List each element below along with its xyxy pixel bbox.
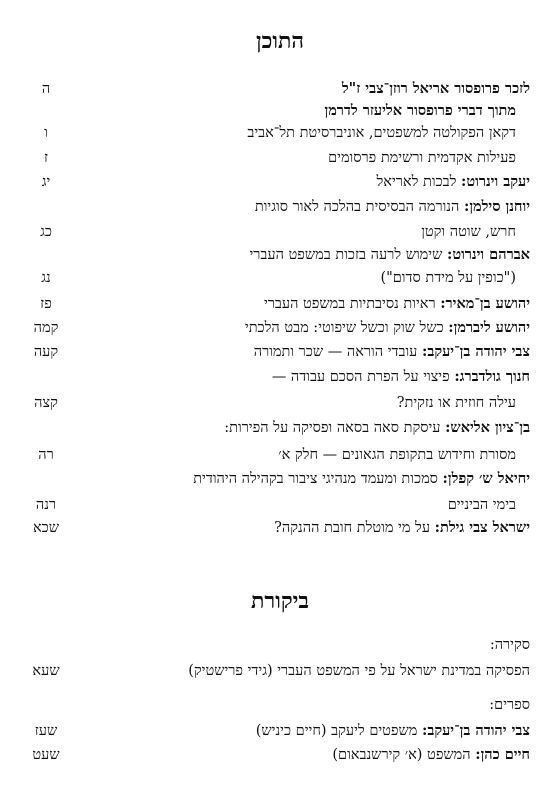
- review-entry: [20, 744, 530, 766]
- toc-author: בן־ציון אליאש:: [445, 419, 530, 436]
- toc-entry: [20, 392, 530, 414]
- toc-entry-text: [274, 517, 530, 539]
- toc-entry: [20, 317, 530, 339]
- toc-entry: [20, 171, 530, 193]
- review-entry: [20, 660, 530, 682]
- toc-author: צבי יהודה בן־יעקב:: [422, 343, 530, 360]
- review-page-number: שעא: [32, 663, 60, 679]
- toc-title: לבכות לאריאל: [376, 174, 457, 190]
- review-section-label: סקירה:: [489, 637, 530, 653]
- review-author: צבי יהודה בן־יעקב:: [422, 722, 530, 739]
- toc-entry: [20, 100, 530, 122]
- toc-title: עובדי הוראה — שכר ותמורה: [253, 344, 418, 360]
- review-title: משפטים ליעקב (חיים כיניש): [255, 723, 418, 739]
- toc-title: עילה חוזית או נזקית?: [396, 395, 516, 411]
- review-page-number: שעט: [32, 747, 60, 763]
- toc-title: שימוש לרעה בזכות במשפט העברי: [249, 247, 443, 263]
- toc-title: על מי מוטלת חובת ההנקה?: [274, 520, 431, 536]
- toc-entry-text: [193, 468, 530, 490]
- toc-page-number: קמה: [33, 320, 59, 336]
- toc-entry-text: [328, 147, 516, 169]
- toc-page-number: רנה: [35, 497, 57, 513]
- toc-author: חנוך גולדברג:: [454, 368, 530, 385]
- toc-entry-text: [255, 196, 530, 218]
- toc-page-number: נג: [41, 270, 51, 286]
- review-title: הפסיקה במדינת ישראל על פי המשפט העברי (גידי פרישטיק): [188, 663, 530, 679]
- toc-entry-text: [421, 221, 516, 243]
- toc-entry: [20, 78, 530, 100]
- toc-entry: [20, 468, 530, 490]
- toc-entry: [20, 147, 530, 169]
- toc-entry-text: [380, 267, 516, 289]
- review-entry: [20, 720, 530, 742]
- review-entry-text: [256, 720, 530, 742]
- toc-title: ראיות נסיבתיות במשפט העברי: [263, 296, 436, 312]
- toc-author: יחיאל ש׳ קפלן:: [442, 470, 530, 487]
- toc-page-number: ז: [43, 150, 49, 166]
- toc-entry: [20, 444, 530, 466]
- review-entry-text: [489, 694, 530, 716]
- toc-entry: [20, 196, 530, 218]
- toc-entry: [20, 366, 530, 388]
- toc-entry: [20, 517, 530, 539]
- review-title: המשפט (א׳ קירשנבאום): [332, 747, 471, 763]
- toc-title: הנורמה הבסיסית בהלכה לאור סוגיות: [254, 199, 460, 215]
- toc-title: ("כופין על מידת סדום"): [380, 270, 516, 286]
- toc-title: מסורת וחידוש בתקופת הגאונים — חלק א׳: [278, 447, 516, 463]
- toc-entry: [20, 293, 530, 315]
- toc-entry-text: [448, 494, 516, 516]
- toc-entry: [20, 494, 530, 516]
- toc-page-number: פז: [40, 296, 52, 312]
- review-entry-text: [188, 660, 530, 682]
- toc-page-number: כג: [40, 224, 52, 240]
- review-entry: [20, 694, 530, 716]
- toc-author: יהושע בן־מאיר:: [440, 295, 530, 312]
- toc-title: פעילות אקדמית ורשימת פרסומים: [328, 150, 516, 166]
- review-entry: [20, 634, 530, 656]
- toc-page-number: ו: [44, 125, 48, 141]
- toc-page-number: ה: [41, 81, 51, 97]
- toc-author: לזכר פרופסור אריאל רוזן־צבי ז"ל: [341, 80, 530, 97]
- toc-page-number: קעה: [33, 344, 59, 360]
- toc-entry: [20, 122, 530, 144]
- review-entry-text: [490, 634, 530, 656]
- toc-page-number: שכא: [32, 520, 60, 536]
- toc-entry-text: [342, 78, 530, 100]
- toc-entry-text: [376, 171, 530, 193]
- toc-entry: [20, 267, 530, 289]
- toc-entry-text: [224, 417, 530, 439]
- toc-author: יוחנן סילמן:: [463, 198, 530, 215]
- toc-author: יעקב וינרוט:: [461, 173, 530, 190]
- toc-title: כשל שוק וכשל שיפוטי: מבט הלכתי: [244, 320, 444, 336]
- toc-page-number: רה: [38, 447, 54, 463]
- toc-title: עיסקת סאה בסאה ופסיקה על הפירות:: [224, 420, 441, 436]
- toc-entry-text: [278, 444, 516, 466]
- toc-author: יהושע ליברמן:: [448, 319, 530, 336]
- review-author: חיים כהן:: [475, 746, 530, 763]
- toc-page-number: קצה: [34, 395, 58, 411]
- toc-entry: [20, 341, 530, 363]
- toc-title: פיצוי על הפרת הסכם עבודה —: [271, 369, 450, 385]
- toc-entry-text: [245, 317, 530, 339]
- toc-entry-text: [247, 122, 516, 144]
- toc-author: ישראל צבי גילת:: [434, 519, 530, 536]
- toc-author: אברהם וינרוט:: [446, 246, 530, 263]
- toc-entry-text: [325, 100, 516, 122]
- toc-entry-text: [272, 366, 530, 388]
- toc-entry-text: [264, 293, 530, 315]
- toc-entry-text: [254, 341, 530, 363]
- review-entry-text: [332, 744, 530, 766]
- toc-author: מתוך דברי פרופסור אליעזר לדרמן: [324, 102, 516, 119]
- review-page-number: שעז: [34, 723, 58, 739]
- toc-title: התוכן: [255, 28, 305, 54]
- toc-page-number: יג: [41, 174, 51, 190]
- toc-entry: [20, 244, 530, 266]
- toc-entry-text: [397, 392, 516, 414]
- toc-title: חרש, שוטה וקטן: [421, 224, 516, 240]
- toc-title: בימי הביניים: [447, 497, 516, 513]
- toc-entry-text: [249, 244, 530, 266]
- toc-entry: [20, 221, 530, 243]
- review-section-label: ספרים:: [489, 697, 530, 713]
- toc-title: סמכות ומעמד מנהיגי ציבור בקהילה היהודית: [193, 471, 438, 487]
- toc-title: דקאן הפקולטה למשפטים, אוניברסיטת תל־אביב: [247, 125, 516, 141]
- toc-entry: [20, 417, 530, 439]
- review-title: ביקורת: [251, 588, 309, 614]
